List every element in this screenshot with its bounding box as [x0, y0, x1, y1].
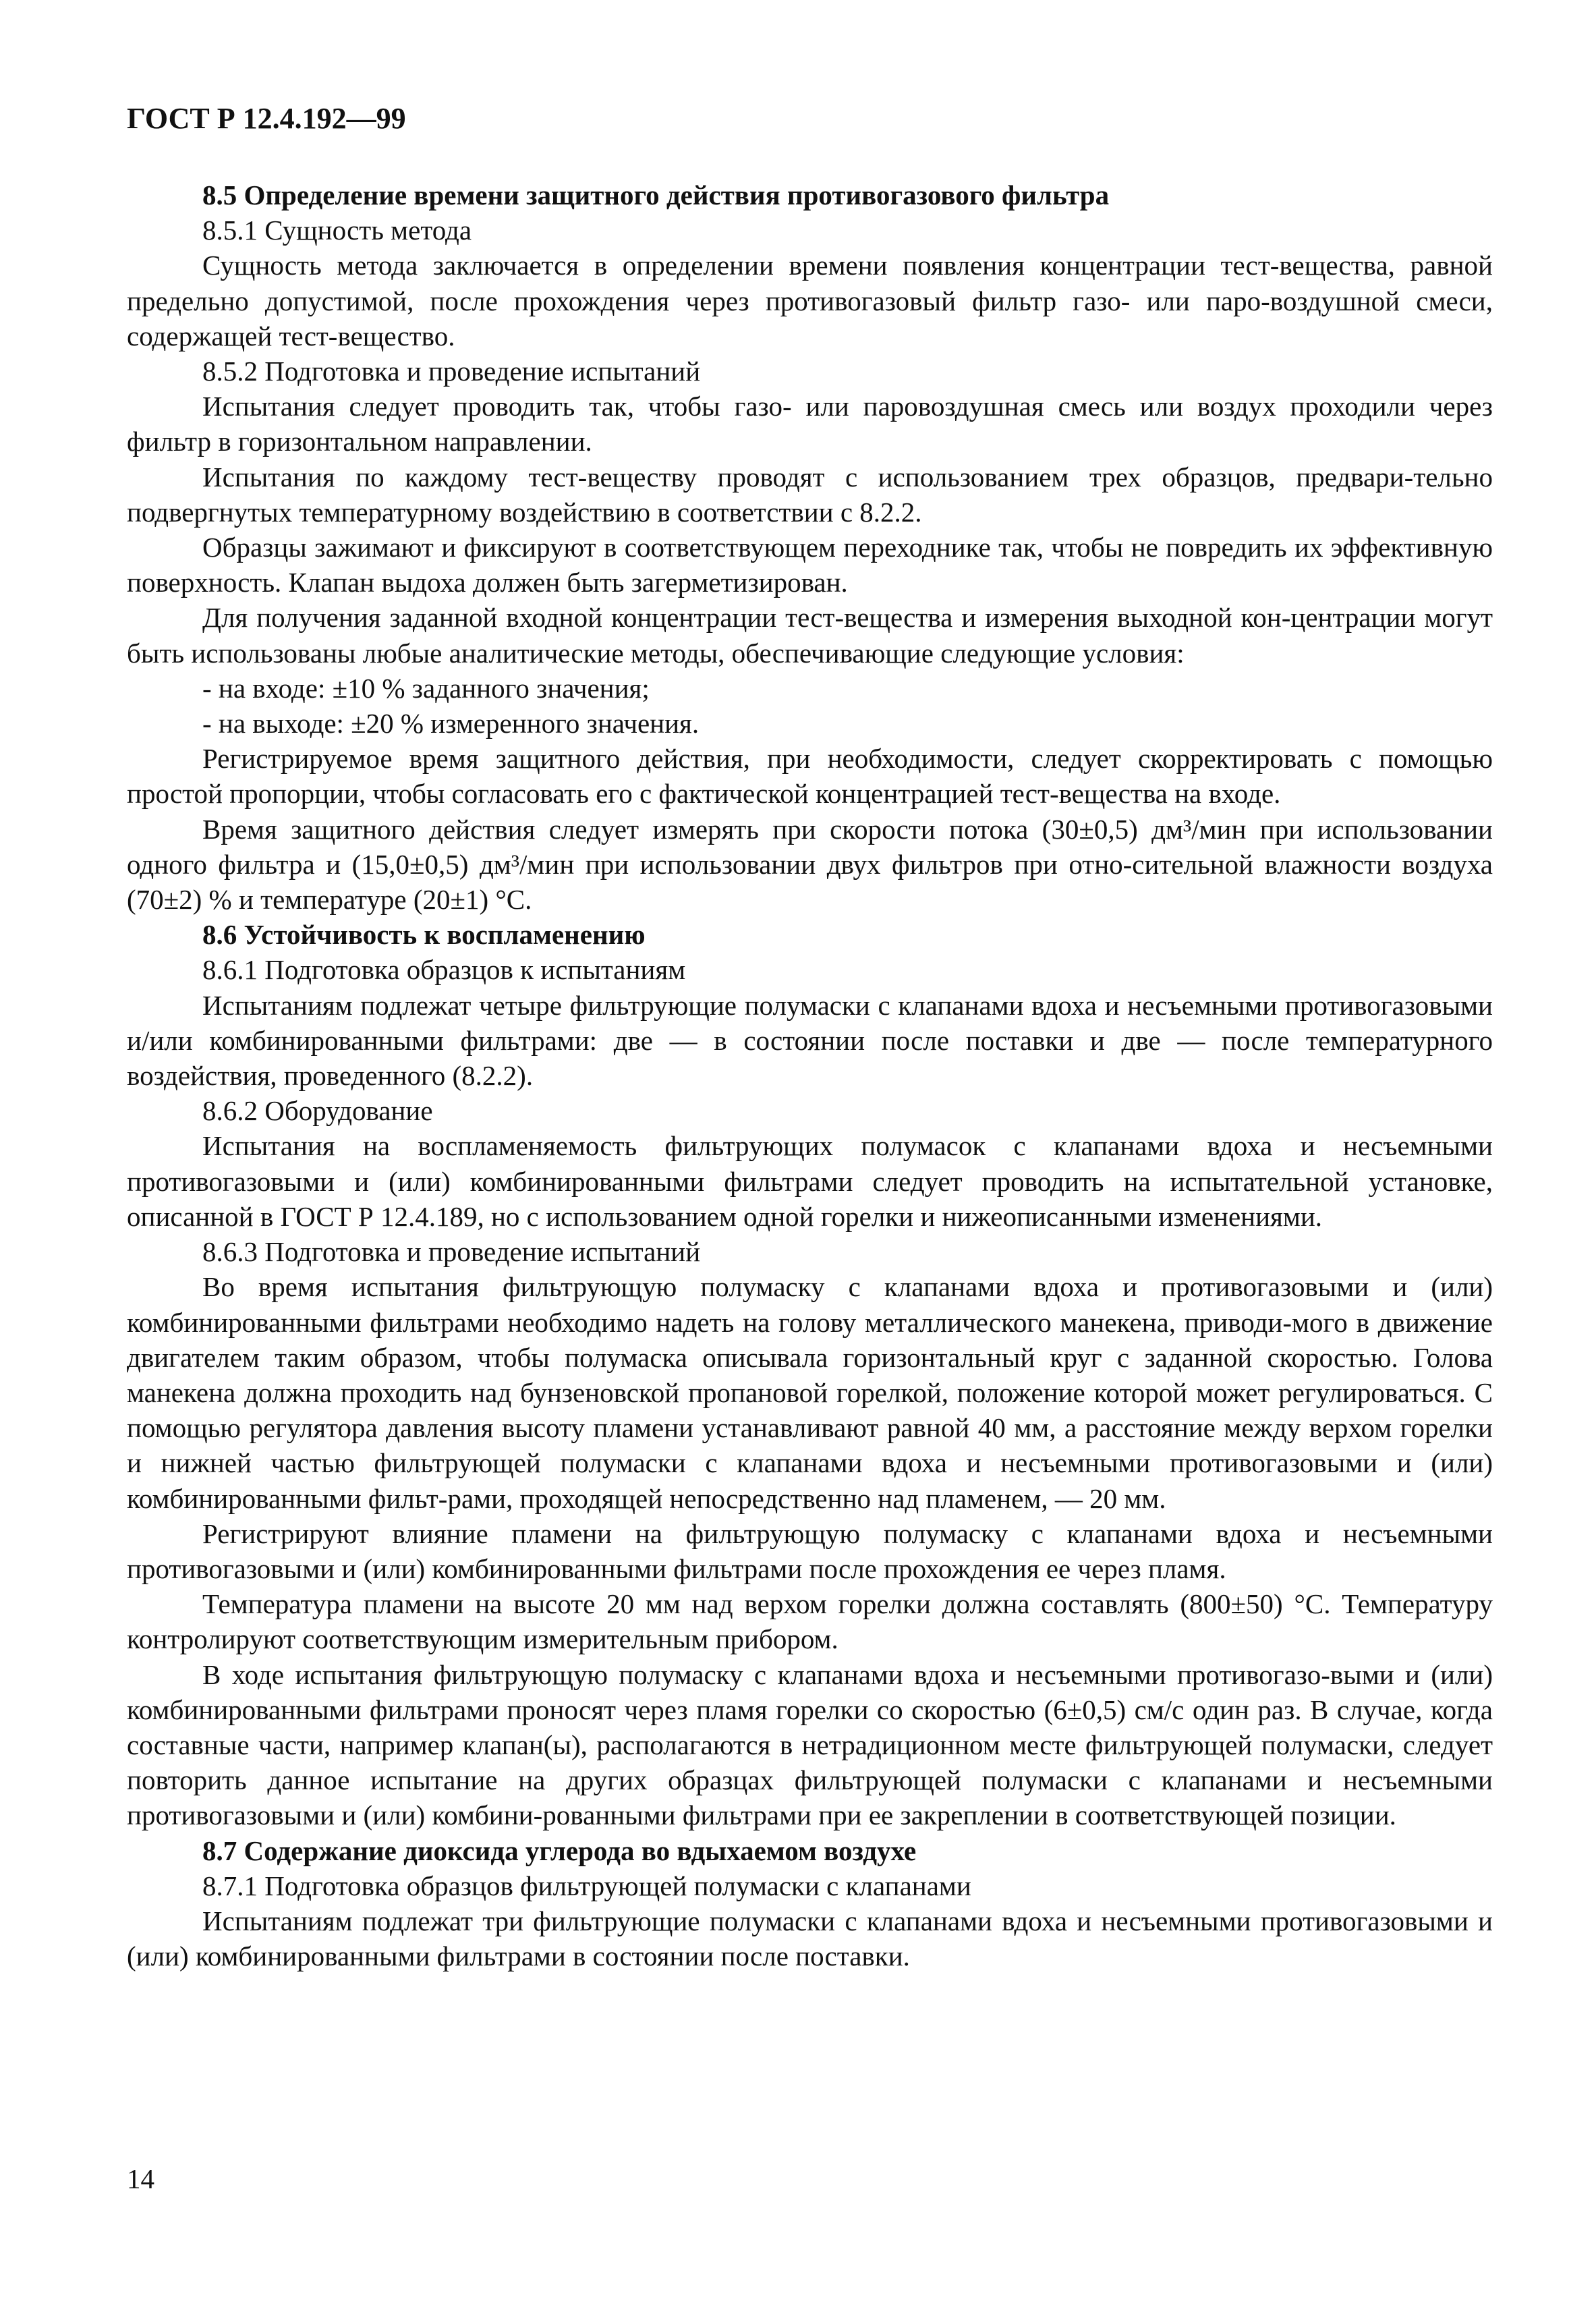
section-8-5-2-paragraph-6: Время защитного действия следует измерять при скорости потока (30±0,5) дм³/мин при использовании одного фильтра и (15,0±0,5) дм³/мин при использовании двух фильтров при отно-сительной влажности воздуха (70±2) % и температуре (20±1) °С. — [127, 813, 1493, 916]
section-8-7-1-paragraph-1: Испытаниям подлежат три фильтрующие полумаски с клапанами вдоха и несъемными противогазовыми и (или) комбинированными фильтрами в состоянии после поставки. — [127, 1905, 1493, 1972]
section-8-6-2-paragraph-1: Испытания на воспламеняемость фильтрующих полумасок с клапанами вдоха и несъемными противогазовыми и (или) комбинированными фильтрами следует проводить на испытательной установке, описанной в ГОСТ Р 12.4.189, но с использованием одной горелки и нижеописанными изменениями. — [127, 1130, 1493, 1232]
section-8-6-3-paragraph-1: Во время испытания фильтрующую полумаску с клапанами вдоха и противогазовыми и (или) комбинированными фильтрами необходимо надеть на голову металлического манекена, приводи-мого в движение двигателем таким образом, чтобы полумаска описывала горизонтальный круг с заданной скоростью. Голова манекена должна проходить над бунзеновской пропановой горелкой, положение которой может регулироваться. С помощью регулятора давления высоту пламени устанавливают равной 40 мм, а расстояние между верхом горелки и нижней частью фильтрующей полумаски с клапанами вдоха и несъемными противогазовыми и (или) комбинированными фильт-рами, проходящей непосредственно над пламенем, — 20 мм. — [127, 1271, 1493, 1514]
section-8-6-1-paragraph-1: Испытаниям подлежат четыре фильтрующие полумаски с клапанами вдоха и несъемными противогазовыми и/или комбинированными фильтрами: две — в состоянии после поставки и две — после температурного воздействия, проведенного (8.2.2). — [127, 989, 1493, 1092]
section-8-5-2-paragraph-2: Испытания по каждому тест-веществу проводят с использованием трех образцов, предвари-тельно подвергнутых температурному воздействию в соответствии с 8.2.2. — [127, 461, 1493, 528]
section-8-6-3-paragraph-2: Регистрируют влияние пламени на фильтрующую полумаску с клапанами вдоха и несъемными противогазовыми и (или) комбинированными фильтрами после прохождения ее через пламя. — [127, 1517, 1493, 1584]
section-8-7-title: 8.7 Содержание диоксида углерода во вдыхаемом воздухе — [202, 1835, 917, 1866]
section-8-5-2-paragraph-1: Испытания следует проводить так, чтобы газо- или паровоздушная смесь или воздух проходили через фильтр в горизонтальном направлении. — [127, 391, 1493, 457]
section-8-5-2-paragraph-4: Для получения заданной входной концентрации тест-вещества и измерения выходной кон-центрации могут быть использованы любые аналитические методы, обеспечивающие следующие условия: — [127, 602, 1493, 669]
section-8-7-1-title: 8.7.1 Подготовка образцов фильтрующей полумаски с клапанами — [202, 1870, 971, 1901]
page-number: 14 — [127, 2163, 154, 2194]
section-8-6-title: 8.6 Устойчивость к воспламенению — [202, 919, 646, 951]
section-8-5-2-title: 8.5.2 Подготовка и проведение испытаний — [202, 356, 701, 387]
section-8-5-1-paragraph-1: Сущность метода заключается в определении времени появления концентрации тест-вещества, равной предельно допустимой, после прохождения через противогазовый фильтр газо- или паро-воздушной смеси, содержащей тест-вещество. — [127, 250, 1493, 352]
section-8-6-3-paragraph-4: В ходе испытания фильтрующую полумаску с клапанами вдоха и несъемными противогазо-выми и (или) комбинированными фильтрами проносят через пламя горелки со скоростью (6±0,5) см/с один раз. В случае, когда составные части, например клапан(ы), располагаются в нетрадиционном месте фильтрующей полумаски, следует повторить данное испытание на других образцах фильтрующей полумаски с клапанами и несъемными противогазовыми и (или) комбини-рованными фильтрами при ее закреплении в соответствующей позиции. — [127, 1658, 1493, 1831]
section-8-5-title: 8.5 Определение времени защитного действия противогазового фильтра — [202, 179, 1110, 211]
section-8-6-1-title: 8.6.1 Подготовка образцов к испытаниям — [202, 954, 686, 986]
document-page — [127, 101, 1493, 1974]
list-item-input-tolerance: - на входе: ±10 % заданного значения; — [202, 672, 650, 704]
section-8-6-3-paragraph-3: Температура пламени на высоте 20 мм над верхом горелки должна составлять (800±50) °С. Температуру контролируют соответствующим измерительным прибором. — [127, 1588, 1493, 1655]
section-8-6-3-title: 8.6.3 Подготовка и проведение испытаний — [202, 1236, 701, 1268]
document-header: ГОСТ Р 12.4.192—99 — [127, 102, 406, 135]
section-8-5-2-paragraph-3: Образцы зажимают и фиксируют в соответствующем переходнике так, чтобы не повредить их эффективную поверхность. Клапан выдоха должен быть загерметизирован. — [127, 532, 1493, 598]
section-8-6-2-title: 8.6.2 Оборудование — [202, 1095, 433, 1127]
list-item-output-tolerance: - на выходе: ±20 % измеренного значения. — [202, 708, 700, 739]
section-8-5-1-title: 8.5.1 Сущность метода — [202, 215, 472, 246]
section-8-5-2-paragraph-5: Регистрируемое время защитного действия, при необходимости, следует скорректировать с помощью простой пропорции, чтобы согласовать его с фактической концентрацией тест-вещества на входе. — [127, 743, 1493, 810]
